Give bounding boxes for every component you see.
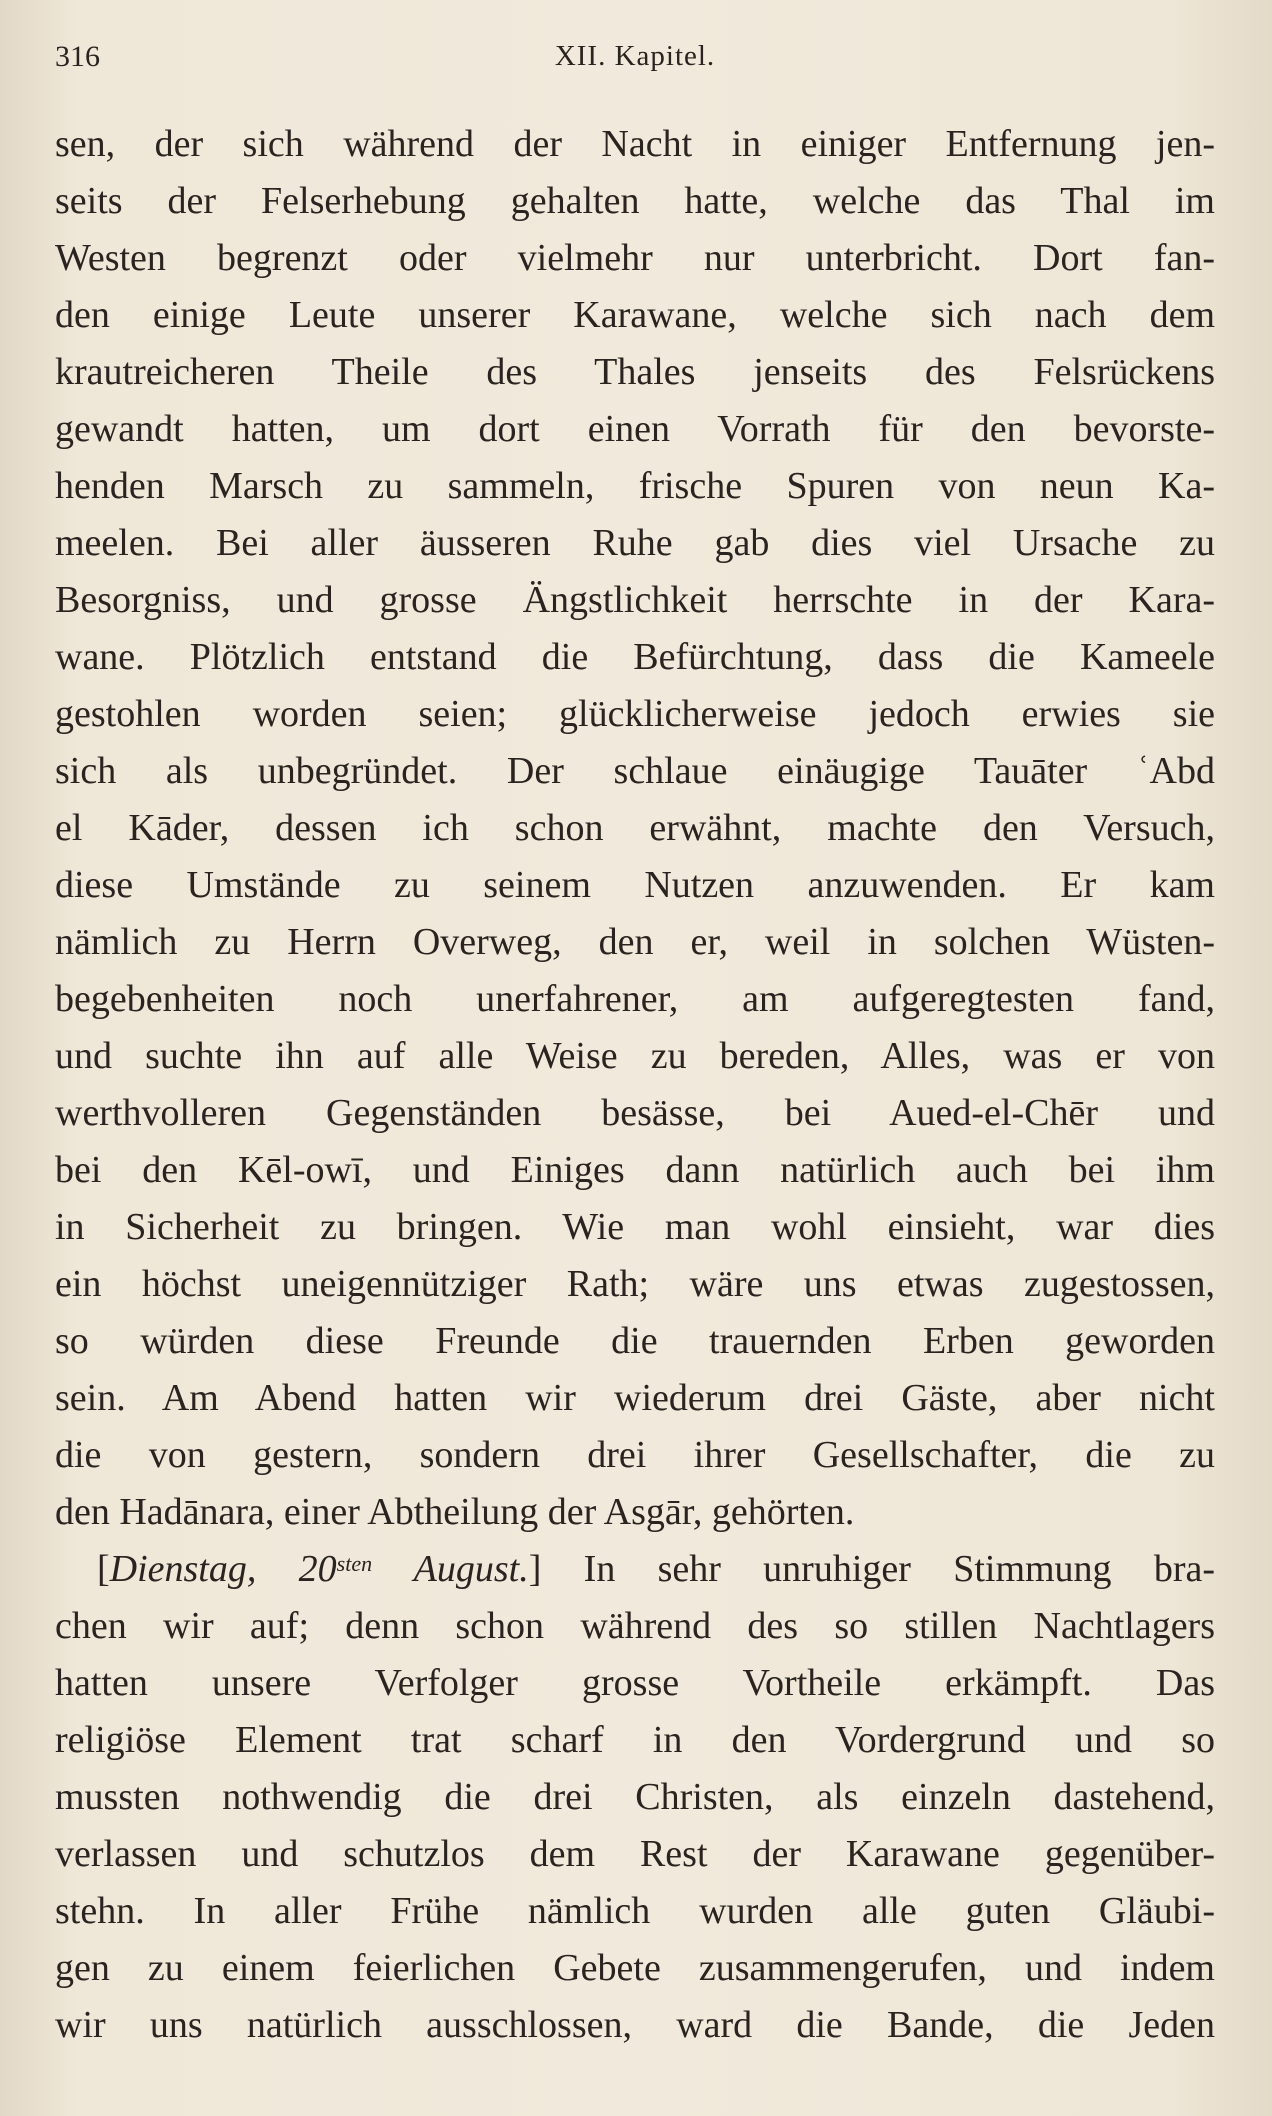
text-line: religiöse Element trat scharf in den Vordergrund und so <box>55 1719 1215 1761</box>
text-line: gestohlen worden seien; glücklicherweise jedoch erwies sie <box>55 693 1215 735</box>
running-head: XII. Kapitel. <box>554 40 716 72</box>
text-line: werthvolleren Gegenständen besässe, bei Aued-el-Chēr und <box>55 1092 1215 1134</box>
text-line: stehn. In aller Frühe nämlich wurden alle guten Gläubi- <box>55 1890 1215 1932</box>
text-line: und suchte ihn auf alle Weise zu bereden, Alles, was er von <box>55 1035 1215 1077</box>
text-line: in Sicherheit zu bringen. Wie man wohl einsieht, war dies <box>55 1206 1215 1248</box>
dateline-ordinal: sten <box>336 1551 373 1576</box>
text-line: el Kāder, dessen ich schon erwähnt, machte den Versuch, <box>55 807 1215 849</box>
text-line: die von gestern, sondern drei ihrer Gesellschafter, die zu <box>55 1434 1215 1476</box>
text-line: chen wir auf; denn schon während des so stillen Nachtlagers <box>55 1605 1215 1647</box>
page-header <box>55 40 1215 80</box>
text-line: hatten unsere Verfolger grosse Vortheile erkämpft. Das <box>55 1662 1215 1704</box>
text-line: begebenheiten noch unerfahrener, am aufgeregtesten fand, <box>55 978 1215 1020</box>
text-line: seits der Felserhebung gehalten hatte, welche das Thal im <box>55 180 1215 222</box>
text-line: verlassen und schutzlos dem Rest der Karawane gegenüber- <box>55 1833 1215 1875</box>
text-line: wir uns natürlich ausschlossen, ward die Bande, die Jeden <box>55 2004 1215 2046</box>
text-line: gen zu einem feierlichen Gebete zusammengerufen, und indem <box>55 1947 1215 1989</box>
page-number: 316 <box>55 40 100 73</box>
text-line: so würden diese Freunde die trauernden Erben geworden <box>55 1320 1215 1362</box>
dateline <box>110 1548 529 1590</box>
text-line <box>55 1541 1215 1598</box>
text-line: den Hadānara, einer Abtheilung der Asgār, gehörten. <box>55 1491 855 1533</box>
text-line: sich als unbegründet. Der schlaue einäugige Tauāter ʿAbd <box>55 750 1215 792</box>
text-line: wane. Plötzlich entstand die Befürchtung, dass die Kameele <box>55 636 1215 678</box>
dateline-day: Dienstag, 20 <box>109 1548 337 1590</box>
text-line: diese Umstände zu seinem Nutzen anzuwenden. Er kam <box>55 864 1215 906</box>
dateline-month: August. <box>372 1548 529 1590</box>
first-line-rest: In sehr unruhiger Stimmung bra- <box>541 1548 1215 1590</box>
body-text <box>55 116 1215 2054</box>
dateline-bracket-close: ] <box>528 1548 542 1590</box>
text-line: meelen. Bei aller äusseren Ruhe gab dies viel Ursache zu <box>55 522 1215 564</box>
text-line: Westen begrenzt oder vielmehr nur unterbricht. Dort fan- <box>55 237 1215 279</box>
paragraph-2 <box>55 1541 1215 2054</box>
text-line: henden Marsch zu sammeln, frische Spuren von neun Ka- <box>55 465 1215 507</box>
text-line: Besorgniss, und grosse Ängstlichkeit herrschte in der Kara- <box>55 579 1215 621</box>
text-line: sen, der sich während der Nacht in einiger Entfernung jen- <box>55 123 1215 165</box>
text-line: sein. Am Abend hatten wir wiederum drei Gäste, aber nicht <box>55 1377 1215 1419</box>
paragraph-2-lines <box>55 1598 1215 2054</box>
text-line: bei den Kēl-owī, und Einiges dann natürlich auch bei ihm <box>55 1149 1215 1191</box>
text-line: gewandt hatten, um dort einen Vorrath für den bevorste- <box>55 408 1215 450</box>
text-line: den einige Leute unserer Karawane, welche sich nach dem <box>55 294 1215 336</box>
text-line: ein höchst uneigennütziger Rath; wäre uns etwas zugestossen, <box>55 1263 1215 1305</box>
text-line: mussten nothwendig die drei Christen, als einzeln dastehend, <box>55 1776 1215 1818</box>
paragraph-1 <box>55 116 1215 1541</box>
text-line: krautreicheren Theile des Thales jenseits des Felsrückens <box>55 351 1215 393</box>
dateline-bracket-open: [ <box>97 1548 110 1590</box>
text-line: nämlich zu Herrn Overweg, den er, weil in solchen Wüsten- <box>55 921 1215 963</box>
